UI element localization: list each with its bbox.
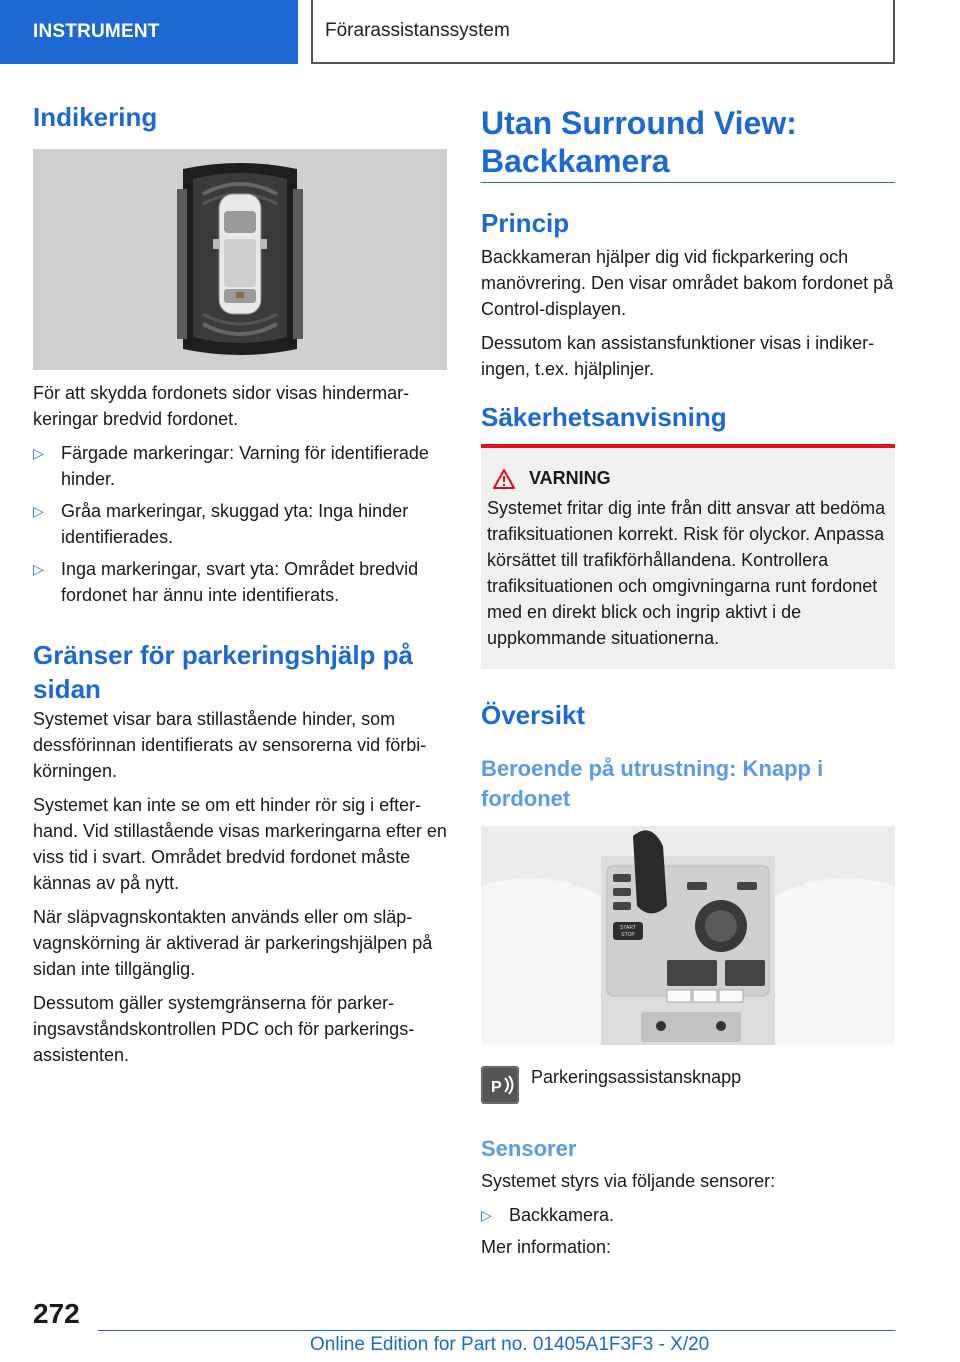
header-chapter <box>311 0 895 64</box>
paragraph: Backkameran hjälper dig vid fickparkering och manövrering. Den visar området bakom fordonet på Control-displayen. <box>481 247 894 319</box>
paragraph: När släpvagnskontakten används eller om släpvagnskörning är aktiverad är parkeringshjälpen på sidan inte tillgänglig. <box>33 907 433 979</box>
list-item <box>481 1202 895 1228</box>
center-console-image <box>481 826 895 1045</box>
list-item-text: Backkamera. <box>509 1205 615 1225</box>
heading-indikering: Indikering <box>33 102 158 132</box>
triangle-right-icon: ▷ <box>33 503 44 519</box>
sensorer-text: Systemet styrs via följande sensorer: <box>481 1171 776 1191</box>
triangle-right-icon: ▷ <box>33 445 44 461</box>
heading-sensorer: Sensorer <box>481 1136 577 1161</box>
parking-display-image <box>33 149 447 370</box>
paragraph: Systemet kan inte se om ett hinder rör sig i efterhand. Vid stillastående visas markeringarna efter en viss tid i svart. Området bredvid fordonet måste kännas av på nytt. <box>33 795 447 893</box>
park-assist-button-icon <box>481 1066 519 1104</box>
footer-rule <box>98 1330 895 1331</box>
center-console-illustration <box>481 826 895 1045</box>
warning-title-text: VARNING <box>529 468 611 488</box>
warning-box <box>481 444 895 669</box>
more-info: Mer information: <box>481 1237 612 1257</box>
granser-body <box>33 706 447 1068</box>
heading-sakerhet: Säkerhetsanvisning <box>481 402 727 432</box>
image-caption: För att skydda fordonets sidor visas hindermarkeringar bredvid fordonet. <box>33 383 410 429</box>
svg-text:P: P <box>491 1079 502 1096</box>
footer-edition: Online Edition for Part no. 01405A1F3F3 - X/20 <box>310 1334 710 1355</box>
paragraph: Dessutom kan assistansfunktioner visas i indikeringen, t.ex. hjälplinjer. <box>481 333 875 379</box>
paragraph: Systemet visar bara stillastående hinder, som dessförinnan identifierats av sensorerna vid förbikörningen. <box>33 709 427 781</box>
header-chapter-label: Förarassistanssystem <box>325 20 510 41</box>
indicator-list <box>33 440 447 608</box>
sensor-list <box>481 1202 895 1228</box>
heading-rule <box>481 182 895 183</box>
heading-main: Utan Surround View: Backkamera <box>481 105 797 179</box>
princip-body <box>481 244 895 382</box>
list-item-text: Inga markeringar, svart yta: Området bredvid fordonet har ännu inte identifierats. <box>61 559 419 605</box>
page-number: 272 <box>33 1298 80 1329</box>
warning-title <box>487 468 887 489</box>
list-item <box>33 556 447 608</box>
list-item-text: Färgade markeringar: Varning för identifierade hinder. <box>61 443 429 489</box>
list-item <box>33 498 447 550</box>
warning-text: Systemet fritar dig inte från ditt ansvar att bedöma trafiksituationen korrekt. Risk för olyckor. Anpassa körsättet till trafikförhållandena. Kontrollera trafiksituationen och omgivningarna runt fordonet med en direkt blick och ingrip aktivt i de uppkommande situationerna. <box>487 498 886 648</box>
parking-sensor-illustration <box>33 149 447 370</box>
heading-princip: Princip <box>481 208 570 238</box>
triangle-right-icon: ▷ <box>33 561 44 577</box>
header-section <box>0 0 298 64</box>
list-item-text: Gråa markeringar, skuggad yta: Inga hinder identifierades. <box>61 501 409 547</box>
heading-oversikt: Översikt <box>481 700 586 730</box>
list-item <box>33 440 447 492</box>
start-stop-label: START <box>620 925 636 931</box>
header-section-label: INSTRUMENT <box>33 21 160 42</box>
triangle-right-icon: ▷ <box>481 1207 492 1223</box>
heading-beroende: Beroende på utrustning: Knapp i fordonet <box>481 756 824 811</box>
heading-granser: Gränser för parkeringshjälp på sidan <box>33 640 414 704</box>
warning-triangle-icon <box>493 469 515 489</box>
button-label: Parkeringsassistansknapp <box>531 1067 742 1087</box>
stop-label: STOP <box>621 932 635 938</box>
paragraph: Dessutom gäller systemgränserna för parkeringsavståndskontrollen PDC och för parkeringsassistenten. <box>33 993 415 1065</box>
